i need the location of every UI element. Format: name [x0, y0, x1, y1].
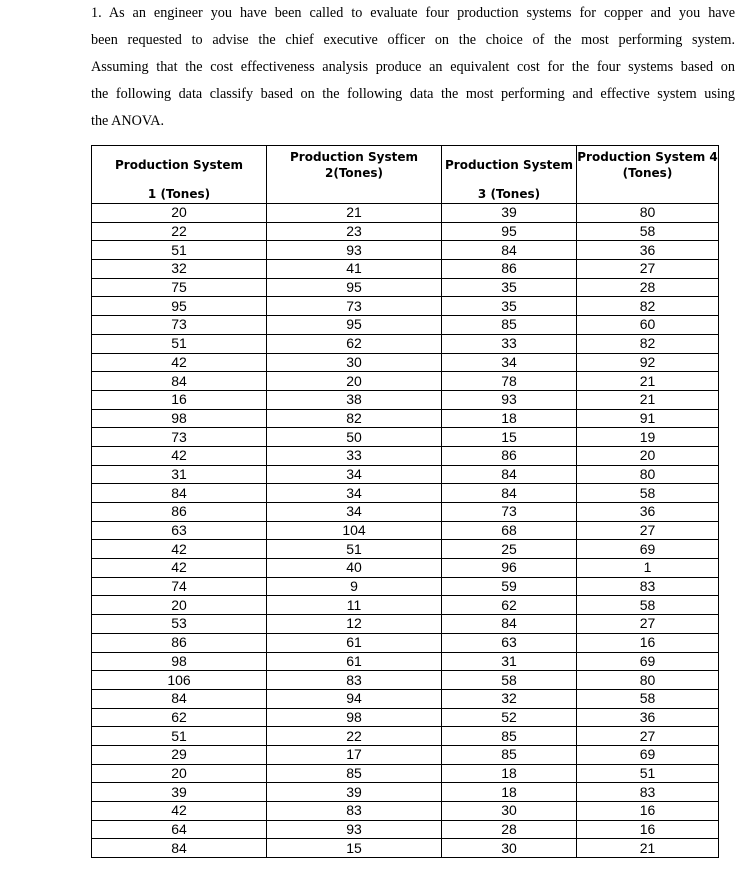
table-row	[92, 633, 719, 652]
table-row	[92, 204, 719, 223]
table-row	[92, 559, 719, 578]
cell-system-4: 16	[577, 820, 719, 839]
table-row	[92, 353, 719, 372]
cell-system-2: 98	[267, 708, 442, 727]
table-row	[92, 484, 719, 503]
cell-system-2: 17	[267, 745, 442, 764]
cell-system-3: 78	[442, 372, 577, 391]
cell-system-1: 63	[92, 521, 267, 540]
cell-system-3: 39	[442, 204, 577, 223]
cell-system-2: 83	[267, 671, 442, 690]
cell-system-1: 20	[92, 764, 267, 783]
cell-system-2: 21	[267, 204, 442, 223]
cell-system-3: 85	[442, 745, 577, 764]
table-row	[92, 278, 719, 297]
cell-system-2: 12	[267, 615, 442, 634]
cell-system-1: 51	[92, 334, 267, 353]
cell-system-2: 33	[267, 446, 442, 465]
table-row	[92, 802, 719, 821]
cell-system-1: 64	[92, 820, 267, 839]
cell-system-2: 83	[267, 802, 442, 821]
cell-system-1: 84	[92, 689, 267, 708]
cell-system-2: 95	[267, 278, 442, 297]
table-row	[92, 727, 719, 746]
cell-system-4: 21	[577, 839, 719, 858]
cell-system-1: 51	[92, 241, 267, 260]
cell-system-4: 21	[577, 390, 719, 409]
table-row	[92, 334, 719, 353]
cell-system-3: 73	[442, 503, 577, 522]
cell-system-1: 22	[92, 222, 267, 241]
table-row	[92, 521, 719, 540]
cell-system-4: 83	[577, 783, 719, 802]
cell-system-2: 38	[267, 390, 442, 409]
cell-system-4: 58	[577, 596, 719, 615]
cell-system-4: 28	[577, 278, 719, 297]
table-row	[92, 764, 719, 783]
table-row	[92, 820, 719, 839]
cell-system-2: 22	[267, 727, 442, 746]
question-line: 1. As an engineer you have been called to evaluate four production systems for copper and you have	[91, 5, 735, 21]
cell-system-1: 73	[92, 428, 267, 447]
cell-system-4: 36	[577, 241, 719, 260]
cell-system-3: 93	[442, 390, 577, 409]
header-system-1-bottom: 1 (Tones)	[92, 184, 267, 204]
cell-system-1: 51	[92, 727, 267, 746]
question-line: the following data classify based on the following data the most performing and effective system using	[91, 86, 735, 102]
cell-system-3: 62	[442, 596, 577, 615]
table-row	[92, 652, 719, 671]
cell-system-3: 31	[442, 652, 577, 671]
table-row	[92, 689, 719, 708]
cell-system-2: 34	[267, 465, 442, 484]
question-line: been requested to advise the chief executive officer on the choice of the most performing system.	[91, 32, 735, 48]
cell-system-3: 18	[442, 409, 577, 428]
table-row	[92, 390, 719, 409]
cell-system-4: 92	[577, 353, 719, 372]
question-line: the ANOVA.	[91, 113, 165, 129]
cell-system-2: 61	[267, 633, 442, 652]
table-row	[92, 615, 719, 634]
cell-system-3: 86	[442, 260, 577, 279]
cell-system-1: 42	[92, 353, 267, 372]
cell-system-4: 69	[577, 745, 719, 764]
cell-system-2: 39	[267, 783, 442, 802]
cell-system-2: 62	[267, 334, 442, 353]
table-row	[92, 409, 719, 428]
cell-system-4: 82	[577, 334, 719, 353]
table-row	[92, 241, 719, 260]
cell-system-3: 63	[442, 633, 577, 652]
cell-system-1: 42	[92, 446, 267, 465]
cell-system-2: 50	[267, 428, 442, 447]
cell-system-2: 40	[267, 559, 442, 578]
table-row	[92, 540, 719, 559]
table-row	[92, 316, 719, 335]
cell-system-4: 36	[577, 503, 719, 522]
table-row	[92, 428, 719, 447]
cell-system-1: 74	[92, 577, 267, 596]
cell-system-2: 85	[267, 764, 442, 783]
header-system-2-top: Production System 2(Tones)	[267, 146, 442, 185]
cell-system-2: 95	[267, 316, 442, 335]
cell-system-2: 94	[267, 689, 442, 708]
header-system-4-bottom	[577, 184, 719, 204]
cell-system-4: 20	[577, 446, 719, 465]
table-row	[92, 446, 719, 465]
cell-system-3: 84	[442, 241, 577, 260]
cell-system-1: 86	[92, 633, 267, 652]
cell-system-4: 27	[577, 521, 719, 540]
cell-system-3: 30	[442, 839, 577, 858]
table-row	[92, 465, 719, 484]
table-row	[92, 671, 719, 690]
cell-system-4: 58	[577, 484, 719, 503]
cell-system-3: 68	[442, 521, 577, 540]
cell-system-1: 32	[92, 260, 267, 279]
cell-system-4: 80	[577, 465, 719, 484]
cell-system-1: 31	[92, 465, 267, 484]
cell-system-1: 29	[92, 745, 267, 764]
cell-system-3: 34	[442, 353, 577, 372]
cell-system-3: 59	[442, 577, 577, 596]
cell-system-1: 84	[92, 484, 267, 503]
cell-system-2: 82	[267, 409, 442, 428]
cell-system-4: 69	[577, 540, 719, 559]
cell-system-3: 58	[442, 671, 577, 690]
cell-system-4: 82	[577, 297, 719, 316]
table-row	[92, 260, 719, 279]
cell-system-1: 106	[92, 671, 267, 690]
table-row	[92, 297, 719, 316]
cell-system-3: 95	[442, 222, 577, 241]
cell-system-2: 34	[267, 503, 442, 522]
cell-system-2: 104	[267, 521, 442, 540]
cell-system-2: 15	[267, 839, 442, 858]
cell-system-2: 20	[267, 372, 442, 391]
cell-system-3: 85	[442, 727, 577, 746]
cell-system-2: 30	[267, 353, 442, 372]
cell-system-3: 52	[442, 708, 577, 727]
cell-system-1: 75	[92, 278, 267, 297]
cell-system-1: 20	[92, 204, 267, 223]
production-data-table	[91, 145, 719, 858]
cell-system-2: 93	[267, 241, 442, 260]
cell-system-1: 98	[92, 409, 267, 428]
table-row	[92, 577, 719, 596]
cell-system-4: 16	[577, 802, 719, 821]
cell-system-1: 39	[92, 783, 267, 802]
cell-system-3: 84	[442, 615, 577, 634]
cell-system-1: 62	[92, 708, 267, 727]
cell-system-3: 84	[442, 465, 577, 484]
cell-system-4: 80	[577, 204, 719, 223]
cell-system-3: 35	[442, 278, 577, 297]
cell-system-3: 84	[442, 484, 577, 503]
cell-system-2: 9	[267, 577, 442, 596]
cell-system-1: 86	[92, 503, 267, 522]
header-row-bottom	[92, 184, 719, 204]
question-line: Assuming that the cost effectiveness analysis produce an equivalent cost for the four systems based on	[91, 59, 735, 75]
cell-system-2: 93	[267, 820, 442, 839]
cell-system-1: 95	[92, 297, 267, 316]
cell-system-2: 34	[267, 484, 442, 503]
table-row	[92, 222, 719, 241]
cell-system-4: 1	[577, 559, 719, 578]
cell-system-4: 27	[577, 727, 719, 746]
header-system-1-top: Production System	[92, 146, 267, 185]
cell-system-4: 69	[577, 652, 719, 671]
cell-system-1: 84	[92, 372, 267, 391]
cell-system-4: 19	[577, 428, 719, 447]
header-system-4-top: Production System 4 (Tones)	[577, 146, 719, 185]
table-row	[92, 708, 719, 727]
table-row	[92, 745, 719, 764]
cell-system-1: 98	[92, 652, 267, 671]
table-body	[92, 204, 719, 858]
cell-system-3: 15	[442, 428, 577, 447]
cell-system-3: 32	[442, 689, 577, 708]
cell-system-1: 53	[92, 615, 267, 634]
cell-system-3: 33	[442, 334, 577, 353]
question-text	[91, 0, 735, 135]
header-system-3-top: Production System	[442, 146, 577, 185]
cell-system-4: 91	[577, 409, 719, 428]
cell-system-3: 96	[442, 559, 577, 578]
cell-system-1: 20	[92, 596, 267, 615]
cell-system-1: 42	[92, 559, 267, 578]
cell-system-1: 84	[92, 839, 267, 858]
table-row	[92, 596, 719, 615]
cell-system-4: 80	[577, 671, 719, 690]
cell-system-2: 23	[267, 222, 442, 241]
cell-system-4: 27	[577, 615, 719, 634]
cell-system-3: 35	[442, 297, 577, 316]
cell-system-4: 83	[577, 577, 719, 596]
cell-system-1: 42	[92, 802, 267, 821]
cell-system-2: 51	[267, 540, 442, 559]
cell-system-3: 18	[442, 764, 577, 783]
cell-system-1: 73	[92, 316, 267, 335]
cell-system-3: 18	[442, 783, 577, 802]
cell-system-4: 60	[577, 316, 719, 335]
cell-system-4: 21	[577, 372, 719, 391]
header-system-3-bottom: 3 (Tones)	[442, 184, 577, 204]
cell-system-2: 73	[267, 297, 442, 316]
cell-system-4: 58	[577, 222, 719, 241]
cell-system-3: 28	[442, 820, 577, 839]
header-row-top	[92, 146, 719, 185]
cell-system-4: 51	[577, 764, 719, 783]
cell-system-4: 36	[577, 708, 719, 727]
cell-system-3: 85	[442, 316, 577, 335]
cell-system-1: 42	[92, 540, 267, 559]
cell-system-3: 25	[442, 540, 577, 559]
cell-system-2: 11	[267, 596, 442, 615]
cell-system-2: 41	[267, 260, 442, 279]
cell-system-1: 16	[92, 390, 267, 409]
table-row	[92, 503, 719, 522]
cell-system-4: 58	[577, 689, 719, 708]
cell-system-3: 30	[442, 802, 577, 821]
cell-system-4: 16	[577, 633, 719, 652]
cell-system-3: 86	[442, 446, 577, 465]
header-system-2-bottom	[267, 184, 442, 204]
table-row	[92, 839, 719, 858]
cell-system-2: 61	[267, 652, 442, 671]
table-row	[92, 372, 719, 391]
cell-system-4: 27	[577, 260, 719, 279]
table-row	[92, 783, 719, 802]
